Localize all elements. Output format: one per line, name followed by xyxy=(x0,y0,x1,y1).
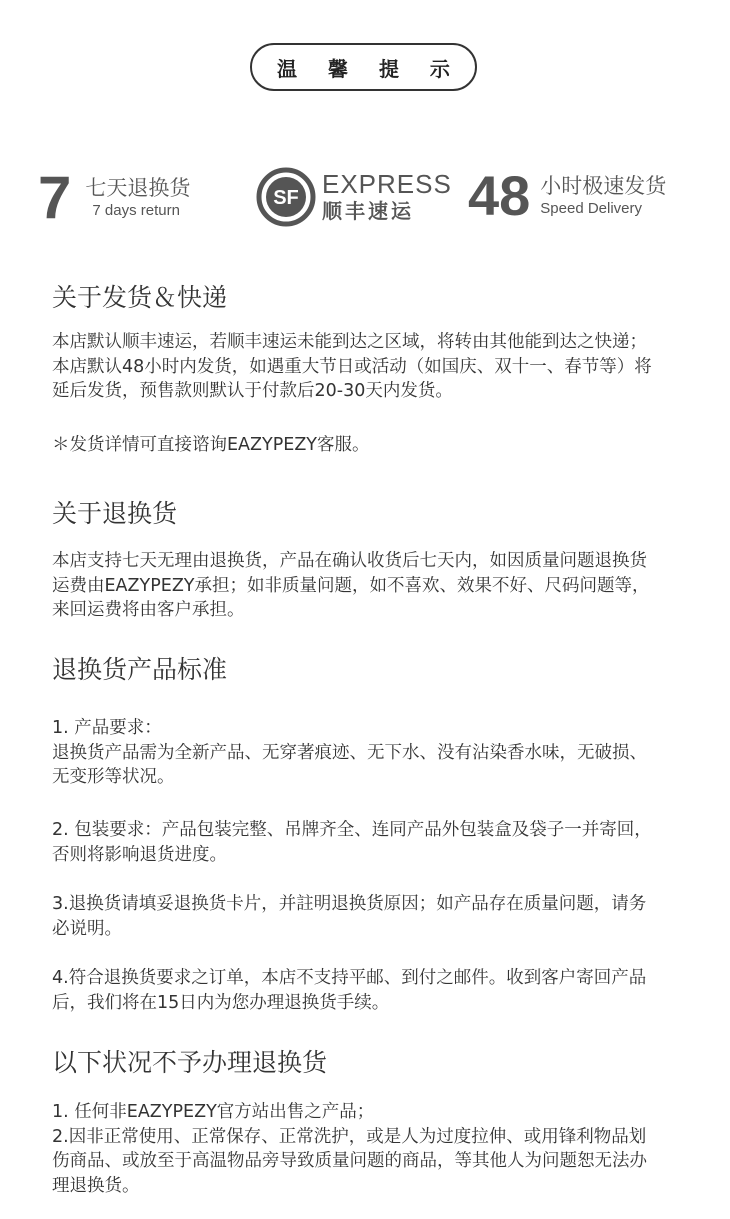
standards-item-4 xyxy=(52,966,702,1015)
standards-line: 4.符合退换货要求之订单，本店不支持平邮、到付之邮件。收到客户寄回产品 xyxy=(52,968,647,988)
return-cn-label: 七天退换货 xyxy=(85,176,191,200)
delivery-cn-label: 小时极速发货 xyxy=(540,174,667,198)
standards-item-1 xyxy=(52,716,702,790)
shipping-paragraph xyxy=(52,330,702,404)
exclusions-paragraph xyxy=(52,1100,702,1198)
shipping-line: 延后发货，预售款则默认于付款后20-30天内发货。 xyxy=(52,381,453,401)
notice-title-pill xyxy=(250,43,477,91)
exclusions-heading: 以下状况不予办理退换货 xyxy=(52,1048,328,1077)
sf-express-badge xyxy=(256,167,452,227)
delivery-en-label: Speed Delivery xyxy=(540,200,643,217)
returns-heading: 关于退换货 xyxy=(52,499,178,528)
standards-item-2 xyxy=(52,818,702,867)
shipping-note xyxy=(52,433,702,458)
return-days-number: 7 xyxy=(38,164,72,231)
delivery-badge xyxy=(468,164,667,227)
standards-item-3 xyxy=(52,892,702,941)
shipping-line: 本店默认顺丰速运，若顺丰速运未能到达之区域，将转由其他能到达之快递； xyxy=(52,332,647,352)
delivery-hours-number: 48 xyxy=(468,164,531,227)
express-word: EXPRESS xyxy=(322,169,452,199)
return-badge xyxy=(38,164,191,231)
shipping-note-text: ＊发货详情可直接谘询EAZYPEZY客服。 xyxy=(52,435,370,455)
standards-line: 退换货产品需为全新产品、无穿著痕迹、无下水、没有沾染香水味，无破损、 xyxy=(52,742,647,763)
exclusions-line: 2.因非正常使用、正常保存、正常洗护，或是人为过度拉伸、或用锋利物品划 xyxy=(52,1126,647,1147)
standards-line: 1. 产品要求： xyxy=(52,718,162,738)
standards-line: 3.退换货请填妥退换货卡片，并註明退换货原因；如产品存在质量问题，请务 xyxy=(52,894,647,914)
notice-title: 温 馨 提 示 xyxy=(277,56,462,81)
shipping-line: 本店默认48小时内发货，如遇重大节日或活动（如国庆、双十一、春节等）将 xyxy=(52,356,652,377)
returns-line: 运费由EAZYPEZY承担；如非质量问题，如不喜欢、效果不好、尺码问题等， xyxy=(52,575,650,596)
standards-line: 2. 包装要求：产品包装完整、吊牌齐全、连同产品外包装盒及袋子一并寄回， xyxy=(52,820,652,840)
svg-text:SF: SF xyxy=(273,187,299,209)
standards-line: 无变形等状况。 xyxy=(52,767,175,787)
returns-line: 本店支持七天无理由退换货，产品在确认收货后七天内，如因质量问题退换货 xyxy=(52,551,647,571)
exclusions-line: 1. 任何非EAZYPEZY官方站出售之产品； xyxy=(52,1102,375,1122)
exclusions-line: 伤商品、或放至于高温物品旁导致质量问题的商品，等其他人为问题恕无法办 xyxy=(52,1151,647,1171)
shipping-heading: 关于发货＆快递 xyxy=(52,283,228,312)
standards-line: 后，我们将在15日内为您办理退换货手续。 xyxy=(52,992,390,1013)
returns-line: 来回运费将由客户承担。 xyxy=(52,600,245,620)
sf-logo-icon xyxy=(256,167,316,227)
return-en-label: 7 days return xyxy=(92,202,180,219)
exclusions-line: 理退换货。 xyxy=(52,1175,140,1196)
standards-line: 否则将影响退货进度。 xyxy=(52,844,227,865)
standards-line: 必说明。 xyxy=(52,918,122,939)
standards-heading: 退换货产品标准 xyxy=(52,655,228,684)
returns-paragraph xyxy=(52,549,702,623)
sf-cn-label: 顺丰速运 xyxy=(322,199,414,223)
